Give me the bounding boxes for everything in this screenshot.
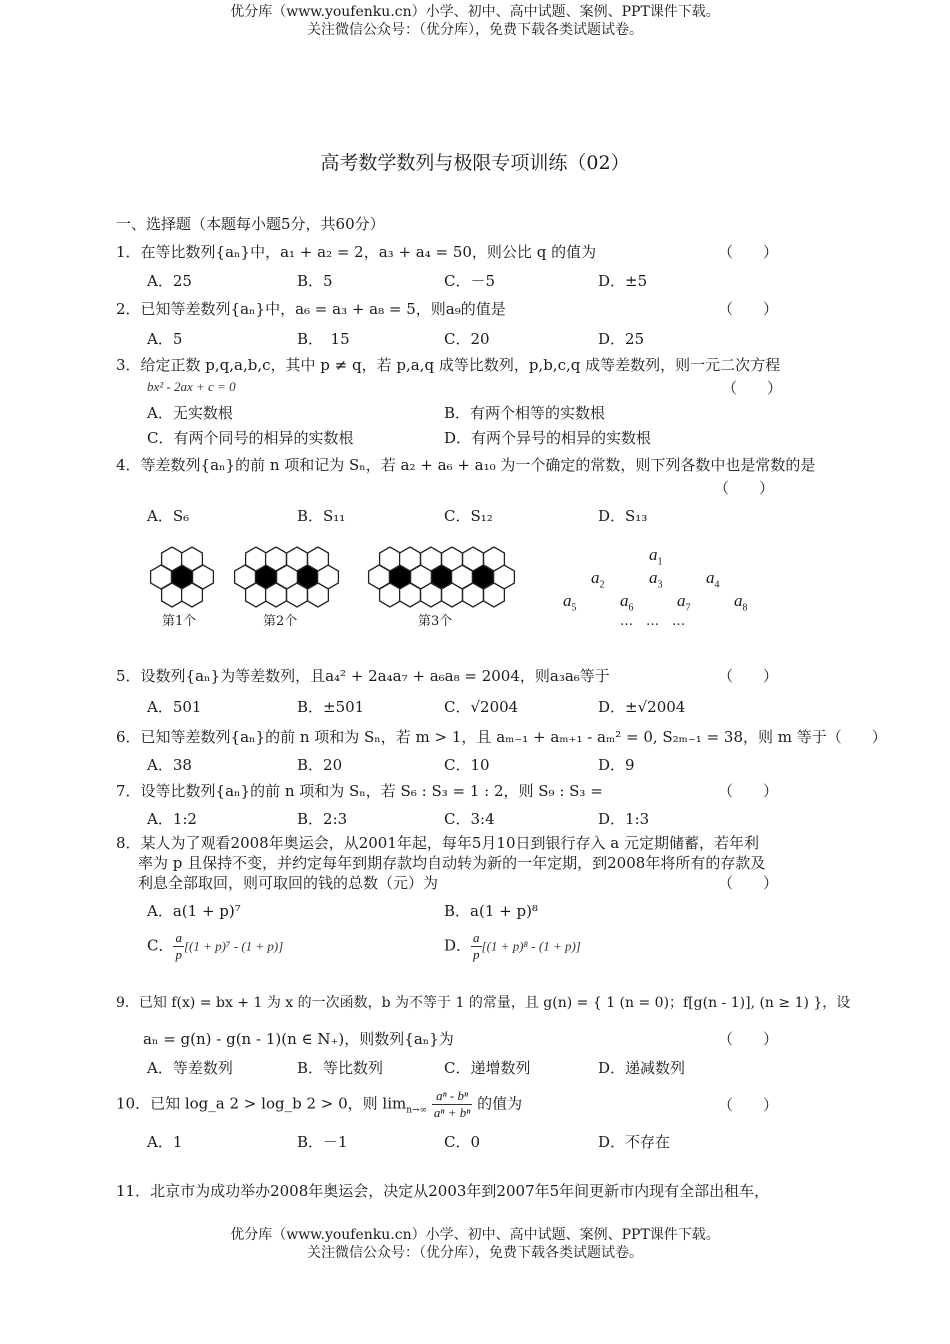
site-header-line2: 关注微信公众号：（优分库），免费下载各类试题试卷。 [307,22,643,38]
q1-answer-blank: （ ） [718,243,779,261]
q9-answer-blank: （ ） [718,1030,779,1048]
q7-option-c: C．3:4 [444,810,495,828]
q2-stem: 2．已知等差数列{aₙ}中，a₆ = a₃ + a₈ = 5，则a₉的值是 [116,300,506,318]
q10-option-a: A．1 [147,1133,183,1151]
q9-line2: aₙ = g(n) - g(n - 1)(n ∈ N₊)，则数列{aₙ}为 [143,1030,454,1048]
q8-option-c: C． $\frac{a}{p}$ [(1 + p)⁷ - (1 + p)] [147,930,284,962]
q3-answer-blank: （ ） [722,379,783,397]
q2-option-a: A．5 [147,330,183,348]
figure-caption-2: 第2个 [263,614,298,629]
q6-option-c: C．10 [444,756,490,774]
q2-answer-blank: （ ） [718,300,779,318]
q7-option-a: A．1:2 [147,810,197,828]
hexagon-cell [442,547,463,571]
q6-option-d: D．9 [598,756,635,774]
q9-option-c: C．递增数列 [444,1059,531,1077]
q5-stem: 5．设数列{aₙ}为等差数列，且a₄² + 2a₄a₇ + a₆a₈ = 2004，则a₃a₆等于 [116,667,610,685]
q7-stem: 7．设等比数列{aₙ}的前 n 项和为 Sₙ，若 S₆ : S₃ = 1 : 2，则 S₉ : S₃ = [116,782,603,800]
q5-option-c: C．√2004 [444,698,519,716]
q8-line3: 利息全部取回，则可取回的钱的总数（元）为 [138,874,439,892]
q8-answer-blank: （ ） [718,874,779,892]
hexagon-cell [182,547,203,571]
hexagon-cell [246,547,267,571]
hexagon-cell [421,547,442,571]
q1-stem: 1．在等比数列{aₙ}中，a₁ + a₂ = 2，a₃ + a₄ = 50，则公比 q 的值为 [116,243,597,261]
q4-answer-blank: （ ） [714,479,775,497]
hexagon-cell [421,583,442,607]
hexagon-cell [400,547,421,571]
hexagon-cell [182,583,203,607]
hexagon-pattern-figure [140,535,520,615]
q5-option-d: D．±√2004 [598,698,686,716]
q3-equation: bx² - 2ax + c = 0 [147,379,236,394]
hexagon-cell [380,583,401,607]
hexagon-cell [266,583,287,607]
q3-option-b: B．有两个相等的实数根 [444,404,606,422]
triangle-a3: $a_3$ [649,568,663,591]
hexagon-cell [308,583,329,607]
hexagon-cell [266,547,287,571]
q4-option-d: D．S₁₃ [598,507,648,525]
site-footer-line1: 优分库（www.youfenku.cn）小学、初中、高中试题、案例、PPT课件下载。 [230,1227,720,1243]
q4-stem: 4．等差数列{aₙ}的前 n 项和记为 Sₙ，若 a₂ + a₆ + a₁₀ 为一个确定的常数，则下列各数中也是常数的是 [116,456,816,474]
q10-option-c: C．0 [444,1133,481,1151]
hexagon-cell [246,583,267,607]
q10-option-b: B．－1 [297,1133,348,1151]
q9-option-b: B．等比数列 [297,1059,384,1077]
hexagon-cell [162,583,183,607]
q8-option-d: D． $\frac{a}{p}$ [(1 + p)⁸ - (1 + p)] [444,930,581,962]
hexagon-cell [400,583,421,607]
q2-option-b: B． 15 [297,330,350,348]
q9-option-d: D．递减数列 [598,1059,686,1077]
q10-stem: 10．已知 log_a 2 > log_b 2 > 0，则 $\lim_{n\to\infty}$ $\frac{\text{aⁿ - bⁿ}}{\text{aⁿ + bⁿ}}$ 的值为 [116,1088,523,1120]
q10-answer-blank: （ ） [718,1096,779,1114]
q3-option-a: A．无实数根 [147,404,233,422]
triangle-ellipsis: … … … [620,614,686,629]
triangle-a4: $a_4$ [706,568,720,591]
q6-option-a: A．38 [147,756,192,774]
q4-option-c: C．S₁₂ [444,507,493,525]
q2-option-d: D．25 [598,330,645,348]
hexagon-cell [162,547,183,571]
q1-option-b: B．5 [297,272,333,290]
hexagon-cell [308,547,329,571]
q3-option-d: D．有两个异号的相异的实数根 [444,429,652,447]
q1-option-a: A．25 [147,272,192,290]
section-heading: 一、选择题（本题每小题5分，共60分） [116,215,385,233]
q8-line1: 8．某人为了观看2008年奥运会，从2001年起，每年5月10日到银行存入 a 元定期储蓄，若年利 [116,834,760,852]
q8-line2: 率为 p 且保持不变，并约定每年到期存款均自动转为新的一年定期，到2008年将所有的存款及 [138,854,766,872]
figure-caption-1: 第1个 [162,614,197,629]
triangle-a8: $a_8$ [734,591,748,614]
hexagon-cell [484,583,505,607]
q8-option-a: A．a(1 + p)⁷ [147,902,241,920]
q5-option-b: B．±501 [297,698,365,716]
hexagon-cell [463,583,484,607]
triangle-a1: $a_1$ [649,545,663,568]
q1-option-d: D．±5 [598,272,648,290]
page-title: 高考数学数列与极限专项训练（02） [320,152,630,174]
hexagon-cell [287,583,308,607]
hexagon-cell [287,547,308,571]
figure-caption-3: 第3个 [418,614,453,629]
q9-option-a: A．等差数列 [147,1059,233,1077]
q3-option-c: C．有两个同号的相异的实数根 [147,429,354,447]
q10-option-d: D．不存在 [598,1133,671,1151]
q7-option-b: B．2:3 [297,810,348,828]
q5-option-a: A．501 [147,698,202,716]
hexagon-cell [463,547,484,571]
q4-option-a: A．S₆ [147,507,190,525]
q5-answer-blank: （ ） [718,667,779,685]
q8-option-b: B．a(1 + p)⁸ [444,902,538,920]
triangle-a2: $a_2$ [591,568,605,591]
hexagon-cell [380,547,401,571]
triangle-a6: $a_6$ [620,591,634,614]
q1-option-c: C．－5 [444,272,496,290]
triangle-a5: $a_5$ [563,591,577,614]
q9-line1: 9．已知 f(x) = bx + 1 为 x 的一次函数，b 为不等于 1 的常量，且 g(n) = { 1 (n = 0)；f[g(n - 1)], (n ≥ 1) }，设 [116,995,851,1011]
q2-option-c: C．20 [444,330,490,348]
q11-stem: 11．北京市为成功举办2008年奥运会，决定从2003年到2007年5年间更新市内现有全部出租车， [116,1182,770,1200]
site-footer-line2: 关注微信公众号：（优分库），免费下载各类试题试卷。 [307,1245,643,1261]
site-header-line1: 优分库（www.youfenku.cn）小学、初中、高中试题、案例、PPT课件下载。 [230,4,720,20]
q6-option-b: B．20 [297,756,343,774]
q7-answer-blank: （ ） [718,782,779,800]
q4-option-b: B．S₁₁ [297,507,346,525]
q7-option-d: D．1:3 [598,810,650,828]
q6-stem: 6．已知等差数列{aₙ}的前 n 项和为 Sₙ，若 m > 1，且 aₘ₋₁ + aₘ₊₁ - aₘ² = 0, S₂ₘ₋₁ = 38，则 m 等于（ ） [116,728,887,746]
hexagon-cell [442,583,463,607]
q3-stem: 3．给定正数 p,q,a,b,c，其中 p ≠ q，若 p,a,q 成等比数列，p,b,c,q 成等差数列，则一元二次方程 [116,356,781,374]
hexagon-cell [484,547,505,571]
triangle-a7: $a_7$ [677,591,691,614]
